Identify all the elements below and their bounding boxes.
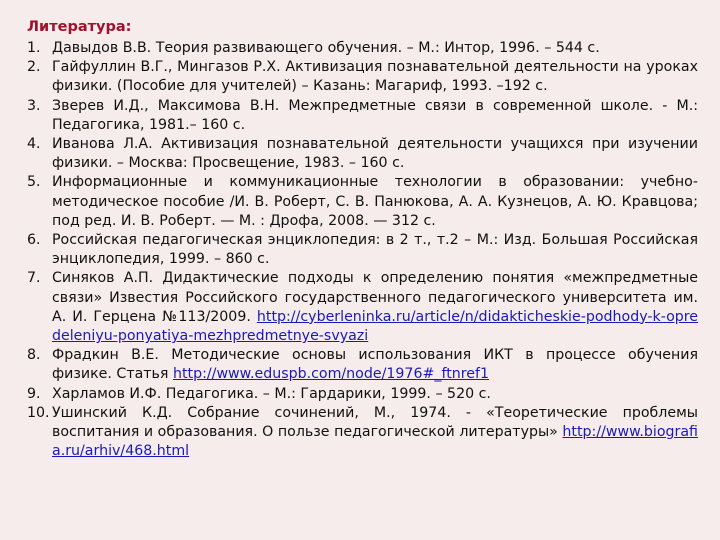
reference-item [27, 269, 698, 346]
reference-text: Давыдов В.В. Теория развивающего обучения. – М.: Интор, 1996. – 544 с. [52, 40, 600, 56]
reference-text: Ушинский К.Д. Собрание сочинений, М., 1974. - «Теоретические проблемы воспитания и образования. О пользе педагогической литературы» [52, 404, 698, 441]
reference-number: 7. [27, 270, 41, 287]
page-title: Литература: [27, 19, 132, 35]
reference-text: Фрадкин В.Е. Методические основы использования ИКТ в процессе обучения физике. Статья [52, 347, 698, 383]
reference-link[interactable]: http://www.biografia.ru/arhiv/468.html [52, 424, 698, 460]
reference-number: 1. [27, 40, 41, 56]
reference-item [27, 385, 698, 404]
reference-body [52, 58, 698, 96]
reference-item [27, 135, 698, 173]
reference-body [52, 173, 698, 231]
reference-number: 10. [27, 404, 50, 421]
reference-body [52, 135, 698, 173]
reference-body [52, 404, 698, 462]
reference-text: Харламов И.Ф. Педагогика. – М.: Гардарики, 1999. – 520 с. [52, 385, 491, 402]
reference-text: Синяков А.П. Дидактические подходы к определению понятия «межпредметные связи» Известия Российского государственного педагогического университета им. А. И. Герцена №113/2009. [52, 270, 698, 325]
reference-number: 2. [27, 59, 41, 76]
reference-item [27, 404, 698, 462]
reference-text: Гайфуллин В.Г., Мингазов Р.Х. Активизация познавательной деятельности на уроках физики. (Пособие для учителей) – Казань: Магариф, 1993. –192 с. [52, 59, 698, 95]
reference-text: Зверев И.Д., Максимова В.Н. Межпредметные связи в современной школе. - М.: Педагогика, 1981.– 160 с. [52, 97, 698, 133]
reference-link[interactable]: http://www.eduspb.com/node/1976#_ftnref1 [172, 366, 490, 383]
reference-list [27, 39, 698, 461]
reference-item [27, 173, 698, 231]
reference-body [52, 346, 698, 384]
reference-body [52, 97, 698, 135]
reference-body [52, 385, 698, 404]
reference-number: 8. [27, 347, 41, 364]
reference-item [27, 346, 698, 384]
reference-number: 9. [27, 385, 41, 402]
reference-number: 6. [27, 232, 41, 249]
reference-body [52, 231, 698, 269]
reference-text: Иванова Л.А. Активизация познавательной деятельности учащихся при изучении физики. – Москва: Просвещение, 1983. – 160 с. [52, 136, 698, 172]
reference-text: Российская педагогическая энциклопедия: в 2 т., т.2 – М.: Изд. Большая Российская энциклопедия, 1999. – 860 с. [52, 232, 698, 268]
reference-item [27, 58, 698, 96]
reference-item [27, 231, 698, 269]
reference-number: 4. [27, 136, 41, 153]
reference-item [27, 39, 698, 58]
reference-item [27, 97, 698, 135]
reference-body [52, 269, 698, 346]
reference-number: 5. [27, 174, 41, 191]
reference-link[interactable]: http://cyberleninka.ru/article/n/didakticheskie-podhody-k-opredeleniyu-ponyatiya-mezhpredmetnye-svyazi [52, 308, 699, 345]
reference-body [52, 39, 698, 58]
reference-text: Информационные и коммуникационные технологии в образовании: учебно-методическое пособие /И. В. Роберт, С. В. Панюкова, А. А. Кузнецов, А. Ю. Кравцова; под ред. И. В. Роберт. — М. : Дрофа, 2008. — 312 с. [52, 174, 698, 229]
reference-number: 3. [27, 97, 41, 114]
